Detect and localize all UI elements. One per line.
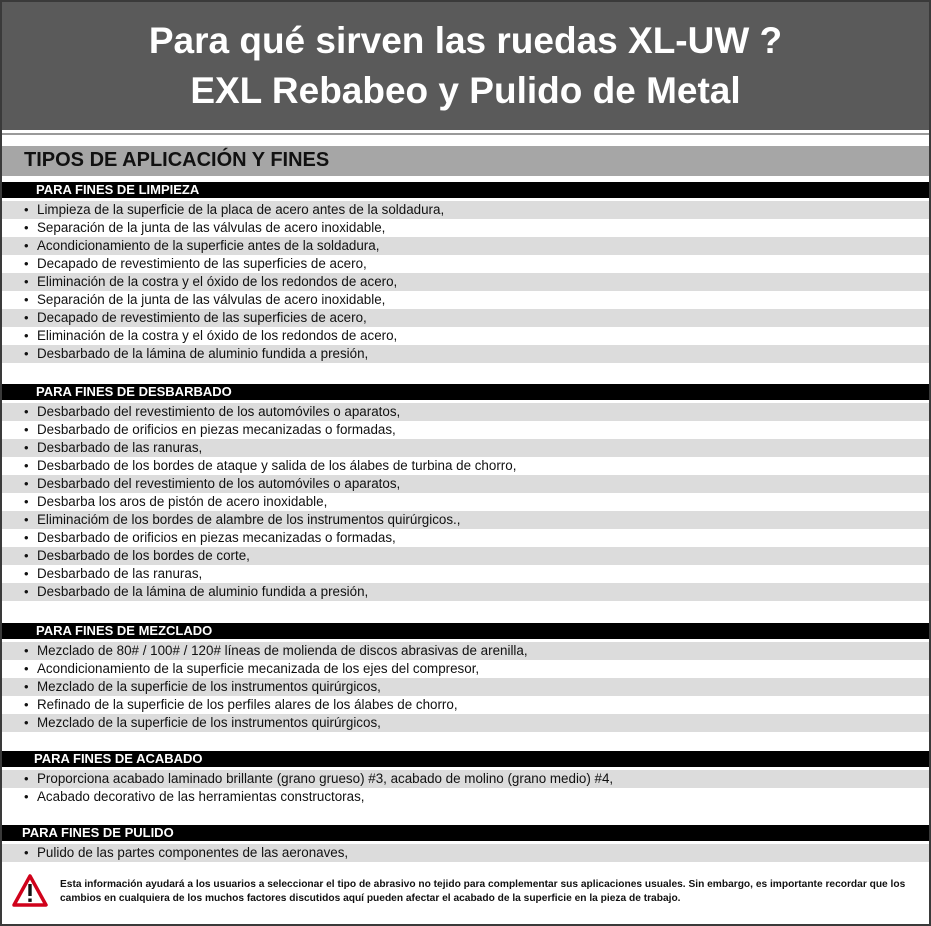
list-item	[2, 291, 929, 309]
bullet-icon: •	[24, 697, 29, 712]
bullet-icon: •	[24, 274, 29, 289]
bullet-icon: •	[24, 771, 29, 786]
list-item	[2, 201, 929, 219]
header-title-line1: Para qué sirven las ruedas XL-UW ?	[148, 20, 783, 61]
list-item-text: Desbarbado de las ranuras,	[37, 566, 203, 581]
bullet-icon: •	[24, 789, 29, 804]
list-item	[2, 547, 929, 565]
list-item	[2, 309, 929, 327]
bullet-icon: •	[24, 458, 29, 473]
list-item-text: Decapado de revestimiento de las superficies de acero,	[37, 310, 367, 325]
bullet-icon: •	[24, 238, 29, 253]
list-item	[2, 327, 929, 345]
bullet-icon: •	[24, 512, 29, 527]
list-item-text: Mezclado de la superficie de los instrumentos quirúrgicos,	[37, 679, 381, 694]
list-item-text: Refinado de la superficie de los perfiles alares de los álabes de chorro,	[37, 697, 458, 712]
list-item-text: Desbarbado de orificios en piezas mecanizadas o formadas,	[37, 422, 396, 437]
bullet-icon: •	[24, 310, 29, 325]
group-heading-label: PARA FINES DE ACABADO	[34, 751, 203, 766]
bullet-icon: •	[24, 328, 29, 343]
list-item	[2, 219, 929, 237]
bullet-icon: •	[24, 440, 29, 455]
list-item-text: Eliminacióm de los bordes de alambre de los instrumentos quirúrgicos.,	[37, 512, 461, 527]
group-heading	[2, 751, 929, 767]
header-title-line2: EXL Rebabeo y Pulido de Metal	[190, 70, 741, 111]
list-item-text: Desbarbado de la lámina de aluminio fundida a presión,	[37, 346, 369, 361]
list-item	[2, 678, 929, 696]
list-item	[2, 457, 929, 475]
list-item	[2, 403, 929, 421]
list-item-text: Limpieza de la superficie de la placa de acero antes de la soldadura,	[37, 202, 445, 217]
list-item	[2, 421, 929, 439]
list-item	[2, 583, 929, 601]
list-item-text: Desbarbado de las ranuras,	[37, 440, 203, 455]
bullet-icon: •	[24, 292, 29, 307]
list-item-text: Desbarbado de la lámina de aluminio fundida a presión,	[37, 584, 369, 599]
list-item-text: Separación de la junta de las válvulas de acero inoxidable,	[37, 292, 386, 307]
list-item-text: Proporciona acabado laminado brillante (grano grueso) #3, acabado de molino (grano medio) #4,	[37, 771, 614, 786]
group-heading	[2, 182, 929, 198]
list-item	[2, 565, 929, 583]
bullet-icon: •	[24, 584, 29, 599]
bullet-icon: •	[24, 845, 29, 860]
group-heading	[2, 825, 929, 841]
list-item	[2, 788, 929, 806]
disclaimer-note: Esta información ayudará a los usuarios a seleccionar el tipo de abrasivo no tejido para complementar sus aplicaciones usuales. Sin embargo, es importante recordar que los cambios en cualquiera de los muchos factores discutidos aquí pueden afectar el acabado de la superficie en la pieza de trabajo.	[60, 879, 906, 904]
list-item-text: Desbarbado del revestimiento de los automóviles o aparatos,	[37, 476, 401, 491]
bullet-icon: •	[24, 256, 29, 271]
group-heading	[2, 384, 929, 400]
list-item-text: Desbarbado de los bordes de corte,	[37, 548, 250, 563]
list-item	[2, 273, 929, 291]
list-item	[2, 237, 929, 255]
list-item-text: Eliminación de la costra y el óxido de los redondos de acero,	[37, 274, 398, 289]
list-item-text: Mezclado de 80# / 100# / 120# líneas de molienda de discos abrasivas de arenilla,	[37, 643, 528, 658]
list-item	[2, 475, 929, 493]
group-heading-label: PARA FINES DE DESBARBADO	[36, 384, 232, 399]
group-heading	[2, 623, 929, 639]
bullet-icon: •	[24, 494, 29, 509]
list-item-text: Desbarbado de orificios en piezas mecanizadas o formadas,	[37, 530, 396, 545]
list-item-text: Desbarba los aros de pistón de acero inoxidable,	[37, 494, 328, 509]
bullet-icon: •	[24, 566, 29, 581]
bullet-icon: •	[24, 715, 29, 730]
group-heading-label: PARA FINES DE LIMPIEZA	[36, 182, 200, 197]
list-item-text: Mezclado de la superficie de los instrumentos quirúrgicos,	[37, 715, 381, 730]
list-item	[2, 714, 929, 732]
list-item-text: Desbarbado del revestimiento de los automóviles o aparatos,	[37, 404, 401, 419]
list-item	[2, 642, 929, 660]
list-item	[2, 345, 929, 363]
bullet-icon: •	[24, 679, 29, 694]
list-item-text: Desbarbado de los bordes de ataque y salida de los álabes de turbina de chorro,	[37, 458, 517, 473]
list-item	[2, 660, 929, 678]
list-item	[2, 439, 929, 457]
bullet-icon: •	[24, 476, 29, 491]
list-item	[2, 493, 929, 511]
header-divider	[2, 130, 929, 135]
list-item-text: Decapado de revestimiento de las superficies de acero,	[37, 256, 367, 271]
bullet-icon: •	[24, 202, 29, 217]
group-heading-label: PARA FINES DE MEZCLADO	[36, 623, 213, 638]
bullet-icon: •	[24, 422, 29, 437]
list-item	[2, 511, 929, 529]
list-item	[2, 770, 929, 788]
list-item-text: Eliminación de la costra y el óxido de los redondos de acero,	[37, 328, 398, 343]
bullet-icon: •	[24, 220, 29, 235]
bullet-icon: •	[24, 643, 29, 658]
warning-triangle-icon	[12, 874, 48, 908]
bullet-icon: •	[24, 548, 29, 563]
list-item-text: Acondicionamiento de la superficie antes de la soldadura,	[37, 238, 380, 253]
section-title-bar	[2, 146, 929, 176]
bullet-icon: •	[24, 661, 29, 676]
list-item-text: Pulido de las partes componentes de las aeronaves,	[37, 845, 349, 860]
section-title: TIPOS DE APLICACIÓN Y FINES	[24, 149, 330, 171]
list-item-text: Separación de la junta de las válvulas de acero inoxidable,	[37, 220, 386, 235]
list-item-text: Acondicionamiento de la superficie mecanizada de los ejes del compresor,	[37, 661, 480, 676]
list-item	[2, 844, 929, 862]
bullet-icon: •	[24, 404, 29, 419]
bullet-icon: •	[24, 530, 29, 545]
list-item	[2, 696, 929, 714]
list-item-text: Acabado decorativo de las herramientas constructoras,	[37, 789, 365, 804]
list-item	[2, 529, 929, 547]
bullet-icon: •	[24, 346, 29, 361]
list-item	[2, 255, 929, 273]
page-header	[2, 2, 929, 130]
group-heading-label: PARA FINES DE PULIDO	[22, 825, 174, 840]
